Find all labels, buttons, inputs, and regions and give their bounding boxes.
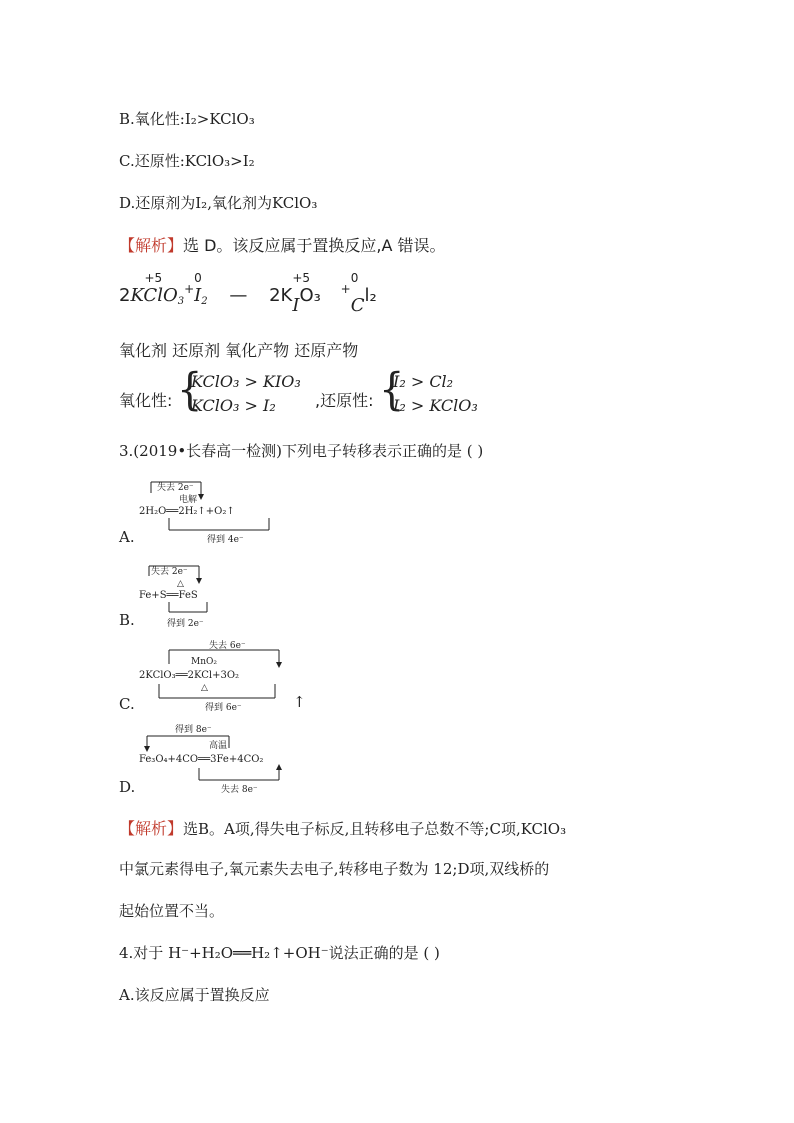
option-c-figure [119, 640, 319, 720]
option-b-label: B. [119, 611, 135, 629]
condition: 高温 [209, 741, 228, 751]
red-compare-1: I₂ > Cl₂ [393, 372, 454, 391]
formula: KClO [130, 285, 178, 306]
analysis-2-line-2: 中氯元素得电子,氧元素失去电子,转移电子数为 12;D项,双线桥的 [119, 860, 550, 878]
plus: + [340, 282, 351, 296]
option-c-label: C. [119, 695, 135, 713]
subscript: 2 [201, 296, 208, 307]
equals-dash: — [229, 285, 248, 306]
equation: Fe₃O₄+4CO══3Fe+4CO₂ [139, 754, 264, 765]
right-brace: { [379, 364, 405, 416]
ox-state: 0 [350, 271, 359, 285]
option-c: C.还原性:KClO₃>I₂ [119, 152, 255, 170]
gain-label: 得到 2e⁻ [167, 619, 204, 629]
question-4-option-a: A.该反应属于置换反应 [119, 986, 270, 1004]
formula: 2K [269, 285, 293, 306]
equation: Fe+S══FeS [139, 590, 198, 601]
lose-label: 失去 6e⁻ [209, 641, 246, 651]
ox-state: +5 [144, 271, 163, 285]
left-brace: { [177, 364, 203, 416]
formula: I [194, 285, 202, 306]
option-b-figure [119, 558, 259, 634]
option-d-label: D. [119, 778, 136, 796]
lose-label: 失去 2e⁻ [151, 567, 188, 577]
roles-line: 氧化剂 还原剂 氧化产物 还原产物 [119, 341, 359, 360]
option-b: B.氧化性:I₂>KClO₃ [119, 110, 255, 128]
equation: 2H₂O══2H₂↑+O₂↑ [139, 506, 235, 517]
formula: l₂ [364, 285, 377, 306]
analysis-2-line-3: 起始位置不当。 [119, 902, 225, 920]
equation: 2KClO₃══2KCl+3O₂ [139, 670, 240, 681]
ox-compare-2: KClO₃ > I₂ [191, 396, 276, 415]
reducing-label: ,还原性: [315, 391, 374, 410]
option-d-figure [119, 722, 319, 802]
condition: △ [201, 683, 208, 693]
option-a-figure [119, 476, 299, 552]
question-3: 3.(2019•长春高一检测)下列电子转移表示正确的是 ( ) [119, 442, 484, 460]
formula: I [292, 295, 300, 316]
condition: △ [177, 579, 184, 589]
catalyst: MnO₂ [191, 657, 217, 667]
coef: 2 [119, 285, 131, 306]
red-compare-2: I₂ > KClO₃ [393, 396, 478, 415]
option-d: D.还原剂为I₂,氧化剂为KClO₃ [119, 194, 318, 212]
cl-term [350, 271, 365, 316]
equation-oxidation-states [119, 271, 377, 316]
plus: + [184, 282, 195, 296]
analysis-1 [119, 233, 446, 256]
analysis-text: 选B。A项,得失电子标反,且转移电子总数不等;C项,KClO₃ [183, 820, 567, 838]
formula: O₃ [299, 285, 321, 306]
analysis-tag: 【解析】 [119, 819, 184, 838]
formula: C [350, 295, 365, 316]
ox-state: 0 [194, 271, 202, 285]
lose-label: 失去 2e⁻ [157, 483, 194, 493]
up-arrow: ↑ [293, 693, 306, 711]
question-4: 4.对于 H⁻+H₂O══H₂↑+OH⁻说法正确的是 ( ) [119, 944, 440, 962]
option-a-label: A. [119, 528, 135, 546]
lose-label: 失去 8e⁻ [221, 785, 258, 795]
kclo3-term [130, 271, 178, 306]
ox-state: +5 [292, 271, 311, 285]
gain-label: 得到 6e⁻ [205, 703, 242, 713]
gain-label: 得到 4e⁻ [207, 535, 244, 545]
ox-compare-1: KClO₃ > KIO₃ [191, 372, 301, 391]
condition: 电解 [179, 495, 198, 505]
i2-term [194, 271, 202, 306]
subscript: 3 [177, 296, 185, 307]
analysis-tag: 【解析】 [119, 236, 184, 255]
analysis-2-line-1 [119, 816, 566, 839]
analysis-text: 选 D。该反应属于置换反应,A 错误。 [183, 236, 446, 255]
gain-label: 得到 8e⁻ [175, 725, 212, 735]
oxidizing-label: 氧化性: [119, 391, 173, 410]
